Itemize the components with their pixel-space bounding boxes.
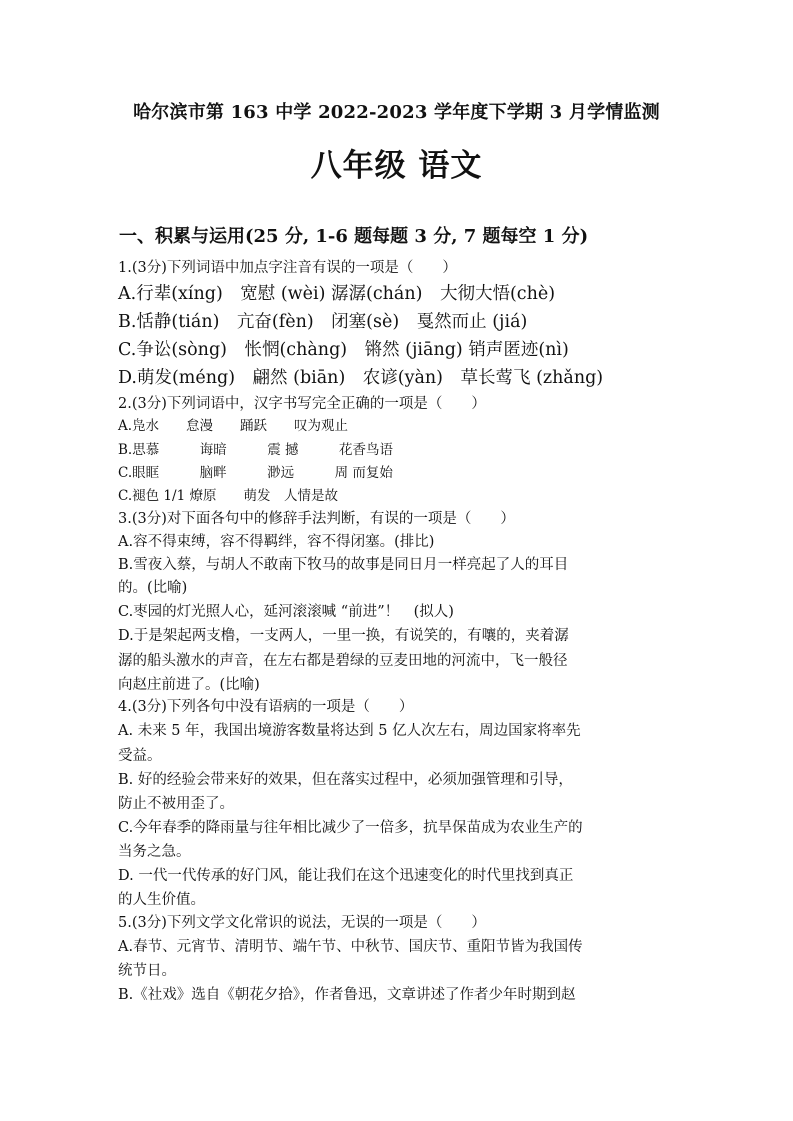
- q5-option-b: B.《社戏》选自《朝花夕拾》，作者鲁迅，文章讲述了作者少年时期到赵: [118, 987, 576, 1003]
- q4-option-a-cont: 受益。: [118, 748, 162, 764]
- q2-option-c: C.眼眶 脑畔 渺远 周 而复始: [118, 465, 393, 481]
- q4-option-c: C.今年春季的降雨量与往年相比减少了一倍多，抗旱保苗成为农业生产的: [118, 820, 583, 836]
- q3-option-c: C.枣园的灯光照人心，延河滚滚喊 “前进”！ (拟人): [118, 604, 454, 620]
- q4-option-d-cont: 的人生价值。: [118, 892, 205, 908]
- q1-option-b: B.恬静(tián) 亢奋(fèn) 闭塞(sè) 戛然而止 (jiá): [118, 312, 528, 332]
- q2-option-b: B.思慕 诲暗 震 撼 花香鸟语: [118, 442, 394, 458]
- q3-option-d-cont2: 向赵庄前进了。(比喻): [118, 677, 260, 693]
- q2-option-a: A.凫水 怠漫 踊跃 叹为观止: [118, 418, 349, 434]
- q4-option-d: D. 一代一代传承的好门风，能让我们在这个迅速变化的时代里找到真正: [118, 868, 574, 884]
- q4-option-a: A. 未来 5 年，我国出境游客数量将达到 5 亿人次左右，周边国家将率先: [118, 723, 581, 739]
- q3-option-b-cont: 的。(比喻): [118, 580, 188, 596]
- section-heading: 一、积累与运用(25 分, 1-6 题每题 3 分, 7 题每空 1 分): [119, 226, 589, 247]
- q1-option-c: C.争讼(sòng) 怅惘(chàng) 锵然 (jiāng) 销声匿迹(nì): [118, 340, 569, 360]
- q3-option-b: B.雪夜入蔡，与胡人不敢南下牧马的故事是同日月一样亮起了人的耳目: [118, 557, 569, 573]
- school-header: 哈尔滨市第 163 中学 2022-2023 学年度下学期 3 月学情监测: [133, 102, 660, 123]
- q5-option-a: A.春节、元宵节、清明节、端午节、中秋节、国庆节、重阳节皆为我国传: [118, 939, 583, 955]
- q4-option-b: B. 好的经验会带来好的效果，但在落实过程中，必须加强管理和引导，: [118, 772, 573, 788]
- exam-title: 八年级 语文: [310, 148, 483, 184]
- q4-option-c-cont: 当务之急。: [118, 844, 191, 860]
- q5-option-a-cont: 统节日。: [118, 963, 176, 979]
- q1-option-a: A.行辈(xíng) 宽慰 (wèi) 潺潺(chán) 大彻大悟(chè): [118, 284, 556, 304]
- q2-option-d: C.褪色 1/1 燎原 萌发 人情是故: [118, 488, 338, 504]
- q2-stem: 2.(3分)下列词语中，汉字书写完全正确的一项是（ ）: [118, 396, 486, 412]
- q1-stem: 1.(3分)下列词语中加点字注音有误的一项是（ ）: [118, 260, 457, 276]
- q3-option-d: D.于是架起两支橹，一支两人，一里一换，有说笑的，有嚷的，夹着潺: [118, 628, 569, 644]
- q1-option-d: D.萌发(méng) 翩然 (biān) 农谚(yàn) 草长莺飞 (zhǎng): [118, 368, 604, 388]
- q3-option-d-cont: 潺的船头激水的声音，在左右都是碧绿的豆麦田地的河流中，飞一般径: [118, 653, 568, 669]
- q4-stem: 4.(3分)下列各句中没有语病的一项是（ ）: [118, 699, 414, 715]
- q3-stem: 3.(3分)对下面各句中的修辞手法判断，有误的一项是（ ）: [118, 511, 515, 527]
- q4-option-b-cont: 防止不被用歪了。: [118, 796, 234, 812]
- q5-stem: 5.(3分)下列文学文化常识的说法，无误的一项是（ ）: [118, 915, 486, 931]
- q3-option-a: A.容不得束缚，容不得羁绊，容不得闭塞。(排比): [118, 534, 435, 550]
